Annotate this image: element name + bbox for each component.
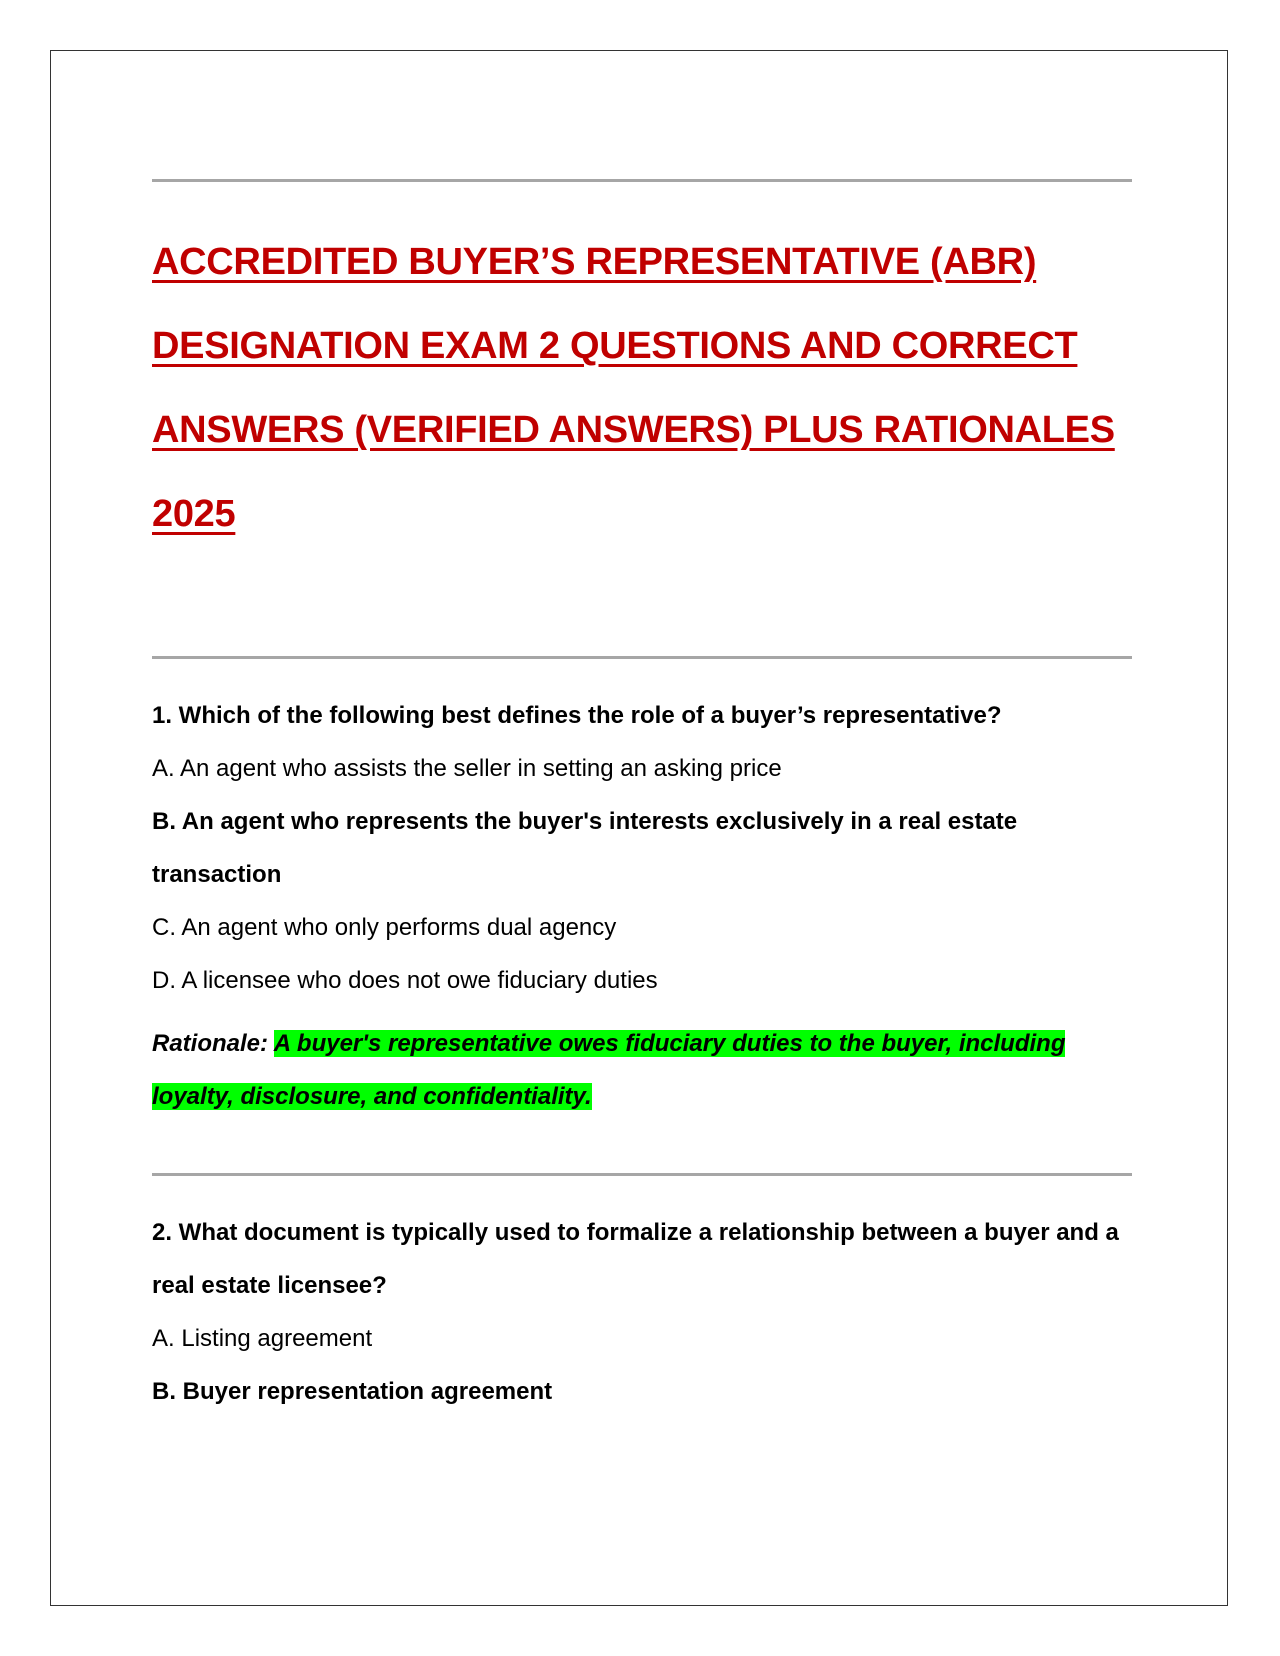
horizontal-rule	[152, 656, 1132, 659]
question-2-option-a: A. Listing agreement	[152, 1325, 373, 1352]
question-2-prompt: 2. What document is typically used to formalize a relationship between a buyer and a real estate licensee?	[152, 1219, 1119, 1299]
horizontal-rule	[152, 1173, 1132, 1176]
question-1-option-b-correct: B. An agent who represents the buyer's interests exclusively in a real estate transaction	[152, 808, 1018, 888]
document-title	[152, 220, 1132, 556]
rationale-label: Rationale:	[152, 1030, 269, 1057]
question-2	[152, 1206, 1132, 1418]
page-content	[152, 179, 1132, 1418]
horizontal-rule	[152, 179, 1132, 182]
question-1-option-a: A. An agent who assists the seller in setting an asking price	[152, 755, 782, 782]
document-title-text: ACCREDITED BUYER’S REPRESENTATIVE (ABR) DESIGNATION EXAM 2 QUESTIONS AND CORRECT ANSWERS (VERIFIED ANSWERS) PLUS RATIONALES 2025	[152, 241, 1115, 535]
question-1-option-d: D. A licensee who does not owe fiduciary duties	[152, 967, 658, 994]
rationale-highlighted-text: A buyer's representative owes fiduciary duties to the buyer, including loyalty, disclosure, and confidentiality.	[152, 1030, 1066, 1110]
question-1-rationale	[152, 1017, 1132, 1123]
question-1	[152, 689, 1132, 1007]
question-2-option-b-correct: B. Buyer representation agreement	[152, 1378, 553, 1405]
question-1-prompt: 1. Which of the following best defines the role of a buyer’s representative?	[152, 702, 1002, 729]
document-page	[50, 50, 1228, 1606]
question-1-option-c: C. An agent who only performs dual agency	[152, 914, 617, 941]
